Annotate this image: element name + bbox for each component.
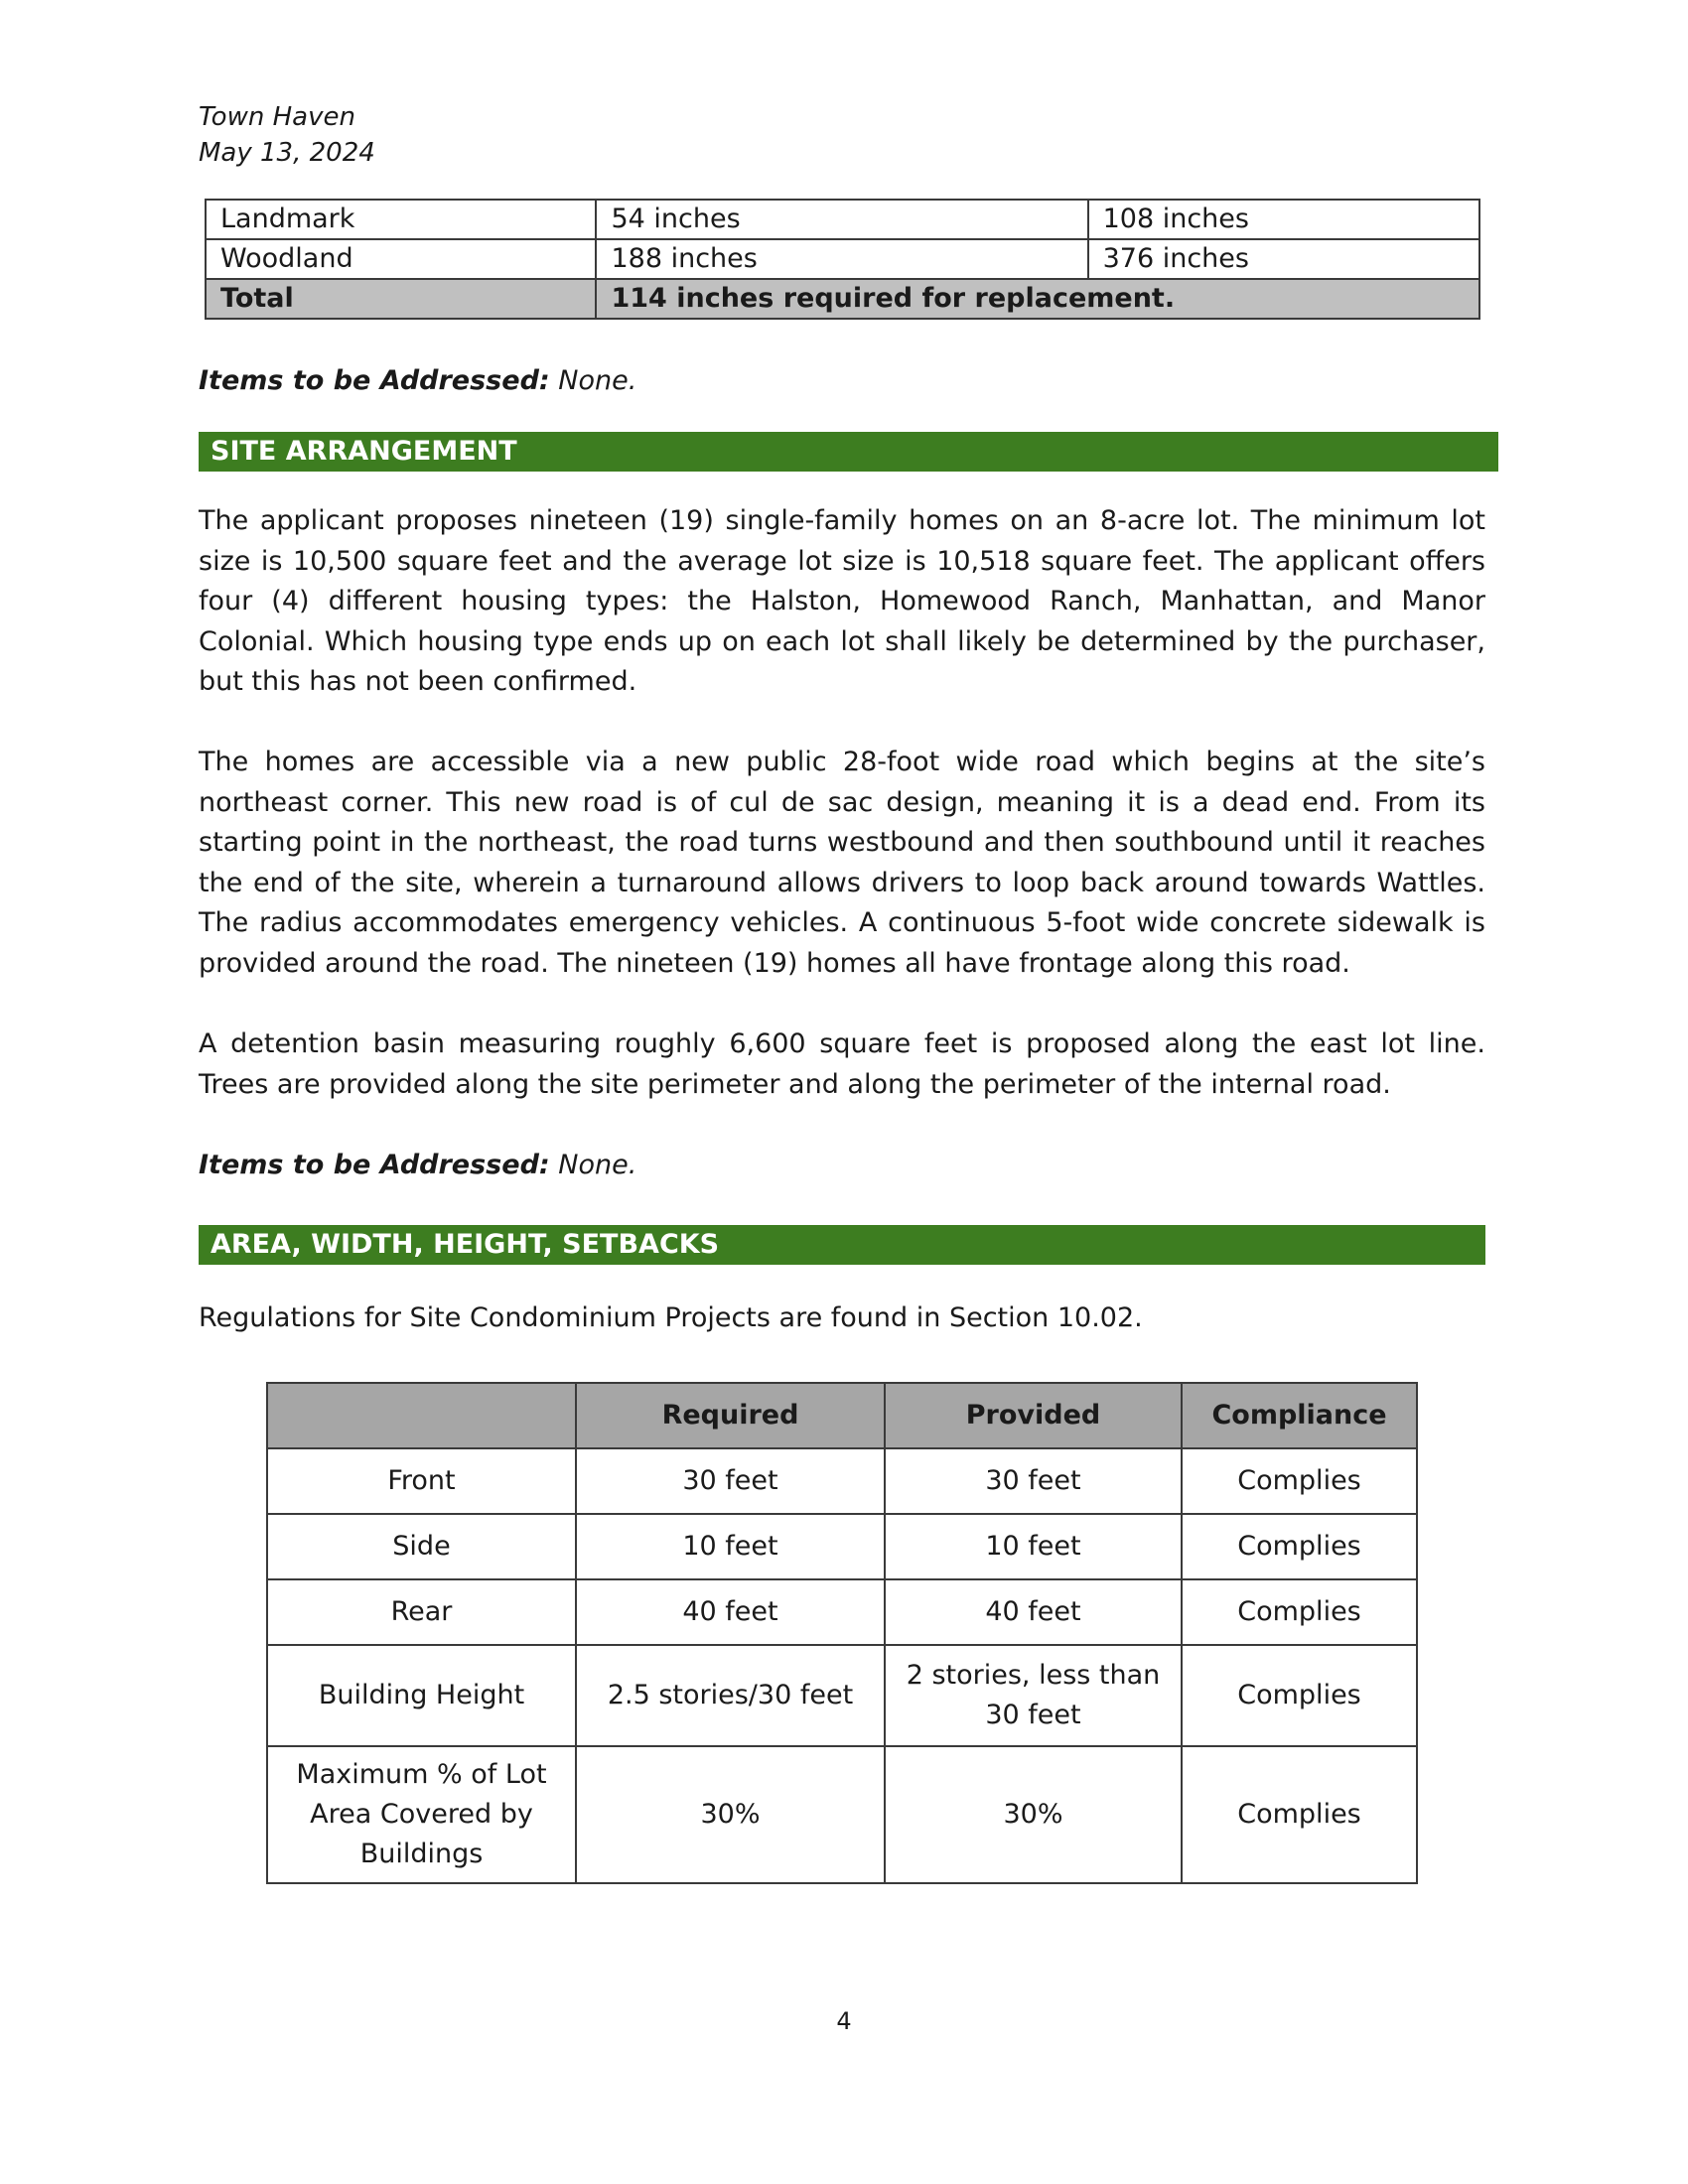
table-cell: 40 feet [885, 1579, 1182, 1645]
table-row [206, 200, 1479, 239]
table-cell: 54 inches [596, 200, 1087, 239]
section-heading-area-setbacks: AREA, WIDTH, HEIGHT, SETBACKS [199, 1225, 1485, 1265]
page-number: 4 [836, 2007, 852, 2035]
header-date: May 13, 2024 [199, 138, 375, 168]
tree-replacement-table [205, 199, 1480, 320]
items-value: None. [558, 1150, 637, 1180]
regulations-table [266, 1382, 1418, 1884]
table-row [267, 1645, 1417, 1746]
table-cell: Complies [1182, 1448, 1417, 1514]
table-row [206, 239, 1479, 279]
table-row [267, 1514, 1417, 1579]
items-label: Items to be Addressed: [199, 365, 550, 396]
column-header: Compliance [1182, 1383, 1417, 1448]
paragraph: The homes are accessible via a new public 28-foot wide road which begins at the site’s northeast corner. This new road is of cul de sac design, meaning it is a dead end. From its starting point in the northeast, the road turns westbound and then southbound until it reaches the end of the site, wherein a turnaround allows drivers to loop back around towards Wattles. The radius accommodates emergency vehicles. A continuous 5-foot wide concrete sidewalk is provided around the road. The nineteen (19) homes all have frontage along this road. [199, 747, 1485, 979]
table-cell: Woodland [206, 239, 596, 279]
total-label: Total [206, 279, 596, 319]
table-cell: 2 stories, less than 30 feet [885, 1645, 1182, 1746]
header-town: Town Haven [199, 102, 355, 132]
table-cell: Rear [267, 1579, 576, 1645]
table-cell: 188 inches [596, 239, 1087, 279]
table-cell: 30% [576, 1746, 885, 1883]
table-cell: 30 feet [885, 1448, 1182, 1514]
items-value: None. [558, 365, 637, 396]
table-cell: Complies [1182, 1746, 1417, 1883]
table-cell: 2.5 stories/30 feet [576, 1645, 885, 1746]
paragraph: The applicant proposes nineteen (19) single-family homes on an 8-acre lot. The minimum lot size is 10,500 square feet and the average lot size is 10,518 square feet. The applicant offers four (4) different housing types: the Halston, Homewood Ranch, Manhattan, and Manor Colonial. Which housing type ends up on each lot shall likely be determined by the purchaser, but this has not been confirmed. [199, 505, 1485, 697]
total-value: 114 inches required for replacement. [596, 279, 1479, 319]
table-cell: 30% [885, 1746, 1182, 1883]
table-total-row [206, 279, 1479, 319]
table-cell: Maximum % of Lot Area Covered by Buildings [267, 1746, 576, 1883]
table-cell: Complies [1182, 1579, 1417, 1645]
column-header: Required [576, 1383, 885, 1448]
section-heading-site-arrangement: SITE ARRANGEMENT [199, 432, 1498, 472]
table-row [267, 1579, 1417, 1645]
table-cell: 40 feet [576, 1579, 885, 1645]
table-row [267, 1746, 1417, 1883]
column-header: Provided [885, 1383, 1182, 1448]
table-cell: 108 inches [1088, 200, 1479, 239]
table-cell: Complies [1182, 1645, 1417, 1746]
table-cell: Side [267, 1514, 576, 1579]
table-row [267, 1448, 1417, 1514]
items-to-be-addressed [199, 1150, 636, 1180]
items-to-be-addressed [199, 365, 636, 396]
table-cell: Complies [1182, 1514, 1417, 1579]
table-header-row [267, 1383, 1417, 1448]
paragraph: A detention basin measuring roughly 6,600 square feet is proposed along the east lot line. Trees are provided along the site perimeter and along the perimeter of the internal road. [199, 1028, 1485, 1100]
table-cell: 10 feet [576, 1514, 885, 1579]
section-intro: Regulations for Site Condominium Projects are found in Section 10.02. [199, 1302, 1143, 1333]
table-cell: 30 feet [576, 1448, 885, 1514]
table-cell: 376 inches [1088, 239, 1479, 279]
column-header [267, 1383, 576, 1448]
table-cell: Building Height [267, 1645, 576, 1746]
table-cell: Front [267, 1448, 576, 1514]
table-cell: Landmark [206, 200, 596, 239]
table-cell: 10 feet [885, 1514, 1182, 1579]
items-label: Items to be Addressed: [199, 1150, 550, 1180]
